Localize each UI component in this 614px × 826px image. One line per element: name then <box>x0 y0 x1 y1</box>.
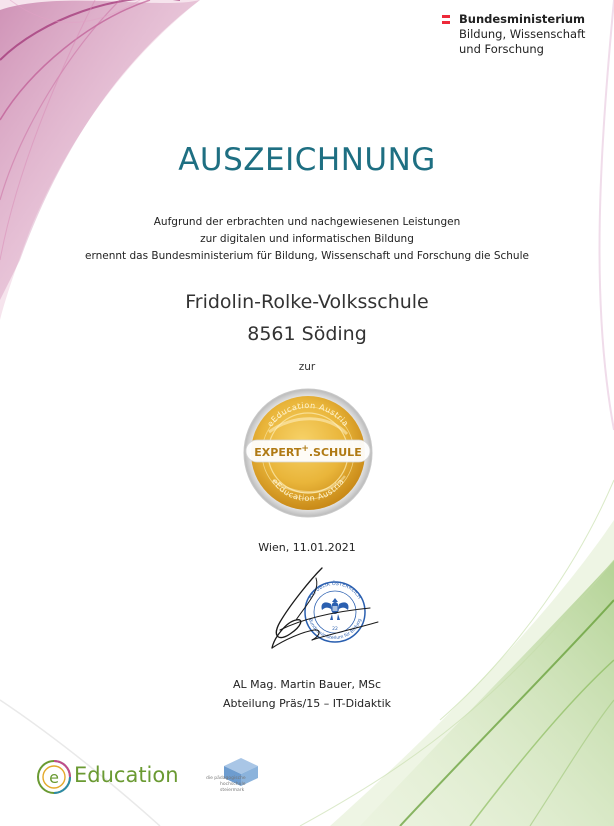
certificate-title: AUSZEICHNUNG <box>178 142 436 178</box>
eeducation-logo-letter: e <box>49 768 59 787</box>
ministry-subtitle-line-1: Bildung, Wissenschaft <box>459 27 586 41</box>
badge-label: EXPERT+.SCHULE <box>254 444 362 459</box>
eeducation-wordmark: Education <box>74 763 179 787</box>
stamp-text-top: REPUBLIK ÖSTERREICH <box>307 580 363 601</box>
school-location: 8561 Söding <box>247 323 367 345</box>
signer-department: Abteilung Präs/15 – IT-Didaktik <box>222 697 392 710</box>
award-reason-line-3: ernennt das Bundesministerium für Bildung, Wissenschaft und Forschung die Schule <box>85 250 529 262</box>
school-name: Fridolin-Rolke-Volksschule <box>185 291 429 313</box>
zur-text: zur <box>298 361 316 373</box>
signer-name: AL Mag. Martin Bauer, MSc <box>232 678 381 691</box>
stamp-number: 22 <box>332 627 338 632</box>
award-reason-line-1: Aufgrund der erbrachten und nachgewiesenen Leistungen <box>153 216 461 228</box>
award-reason <box>20 214 594 265</box>
handwritten-signature <box>272 568 378 648</box>
expert-schule-badge <box>243 388 373 518</box>
eagle-icon <box>321 598 348 620</box>
austrian-flag-icon <box>442 15 450 24</box>
badge-ring-text-bottom: eEducation Austria <box>269 476 347 504</box>
ph-steiermark-wordmark: die pädagogische hochschule steiermark <box>206 776 246 793</box>
signer-block <box>0 675 614 713</box>
stamp-text-bottom: Bundesministerium für Bildung <box>307 618 363 642</box>
ministry-logo <box>446 12 606 57</box>
signature-and-stamp <box>250 560 380 670</box>
ministry-name: Bundesministerium <box>459 12 585 26</box>
issue-date: Wien, 11.01.2021 <box>258 541 356 554</box>
badge-ring-text-top: eEducation Austria <box>265 400 351 429</box>
school-block <box>0 286 614 350</box>
award-reason-line-2: zur digitalen und informatischen Bildung <box>200 233 414 245</box>
official-stamp <box>305 580 365 642</box>
ministry-subtitle-line-2: und Forschung <box>459 42 544 56</box>
